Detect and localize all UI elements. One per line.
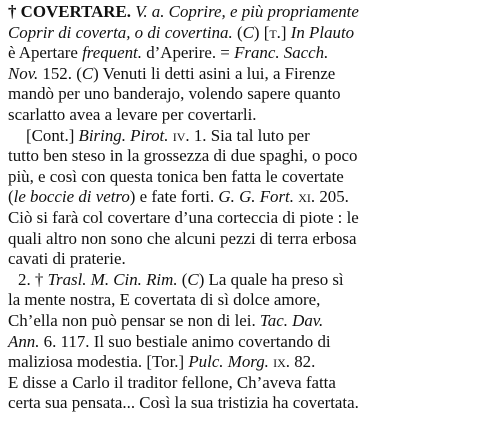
text-segment: Biring. Pirot. bbox=[78, 125, 169, 145]
text-segment: certa sua pensata... Così la sua tristizia ha covertata. bbox=[8, 393, 359, 413]
text-line bbox=[8, 64, 335, 84]
text-segment: 205. bbox=[315, 187, 349, 207]
text-segment: Ann. bbox=[8, 331, 40, 351]
text-line bbox=[8, 187, 349, 207]
text-segment: Tac. Dav. bbox=[259, 311, 324, 330]
text-segment: 1. Sia tal luto per bbox=[189, 125, 310, 145]
text-segment: ) Venuti li detti asini a lui, a Firenze bbox=[93, 63, 336, 83]
text-line bbox=[8, 311, 323, 331]
text-segment: tutto ben steso in la grossezza di due spaghi, o poco bbox=[8, 146, 358, 166]
text-line bbox=[26, 126, 310, 146]
text-segment: la mente nostra, E covertata di sì dolce amore, bbox=[8, 290, 321, 310]
text-line bbox=[8, 373, 336, 393]
text-line bbox=[8, 393, 359, 413]
text-segment: t. bbox=[269, 22, 281, 42]
text-line bbox=[8, 146, 357, 166]
text-segment: Coprir di coverta, o di covertina. bbox=[8, 22, 233, 42]
text-segment: 6. 117. Il suo bestiale animo covertando di bbox=[39, 331, 331, 351]
text-line bbox=[18, 270, 344, 290]
text-line bbox=[8, 84, 341, 104]
text-segment: frequent. bbox=[82, 43, 142, 63]
text-segment: V. a. Coprire, e più propriamente bbox=[135, 2, 359, 21]
text-segment: ] bbox=[280, 22, 291, 42]
text-segment: ( bbox=[177, 269, 188, 289]
text-segment: ix. bbox=[273, 352, 291, 372]
text-segment: d’Aperire. = bbox=[141, 43, 235, 63]
text-segment: ) [ bbox=[253, 22, 270, 42]
text-segment: G. G. Fort. bbox=[218, 187, 294, 207]
text-segment: E disse a Carlo il traditor fellone, Ch’aveva fatta bbox=[8, 372, 336, 392]
text-segment: Ciò si farà col covertare d’una corteccia di piote : le bbox=[8, 208, 359, 227]
text-segment: Nov. bbox=[8, 63, 39, 83]
text-segment: ) e fate forti. bbox=[129, 187, 219, 207]
text-segment: mandò per uno banderajo, volendo sapere quanto bbox=[8, 84, 341, 104]
text-line bbox=[8, 105, 257, 125]
text-segment: cavati di praterie. bbox=[8, 249, 126, 269]
text-segment: 152. ( bbox=[38, 63, 82, 83]
text-segment: è Apertare bbox=[8, 43, 83, 63]
text-segment: † COVERTARE. bbox=[8, 2, 131, 21]
text-segment: ) La quale ha preso sì bbox=[198, 269, 344, 289]
text-line bbox=[8, 290, 320, 310]
text-segment: [Cont.] bbox=[26, 125, 79, 145]
text-segment: iv. bbox=[172, 125, 190, 145]
text-line bbox=[8, 23, 354, 43]
text-segment: Pulc. Morg. bbox=[188, 352, 269, 372]
text-segment: In Plauto bbox=[290, 22, 355, 42]
text-segment: più, e così con questa tonica ben fatta le covertate bbox=[8, 166, 344, 186]
text-line bbox=[8, 352, 315, 372]
text-segment: 82. bbox=[290, 352, 316, 372]
text-line bbox=[8, 167, 344, 187]
text-line bbox=[8, 229, 356, 249]
text-line bbox=[8, 2, 359, 22]
text-segment: xi. bbox=[298, 187, 316, 207]
text-line bbox=[8, 249, 126, 269]
text-segment: quali altro non sono che alcuni pezzi di terra erbosa bbox=[8, 228, 357, 248]
text-segment: ( bbox=[232, 22, 243, 42]
text-segment: Franc. Sacch. bbox=[234, 43, 329, 63]
text-segment: Trasl. M. Cin. Rim. bbox=[47, 269, 178, 289]
text-segment: C bbox=[81, 63, 94, 83]
text-segment: maliziosa modestia. [Tor.] bbox=[8, 352, 189, 372]
text-segment: ( bbox=[8, 187, 14, 207]
text-segment: Ch’ella non può pensar se non di lei. bbox=[8, 311, 260, 330]
text-line bbox=[8, 43, 328, 63]
text-segment: 2. † bbox=[18, 269, 48, 289]
text-segment: le boccie di vetro bbox=[13, 187, 130, 207]
text-line bbox=[8, 332, 331, 352]
text-line bbox=[8, 208, 359, 228]
text-segment: C bbox=[242, 22, 254, 42]
text-segment: scarlatto avea a levare per covertarli. bbox=[8, 105, 257, 124]
text-segment: C bbox=[187, 269, 199, 289]
